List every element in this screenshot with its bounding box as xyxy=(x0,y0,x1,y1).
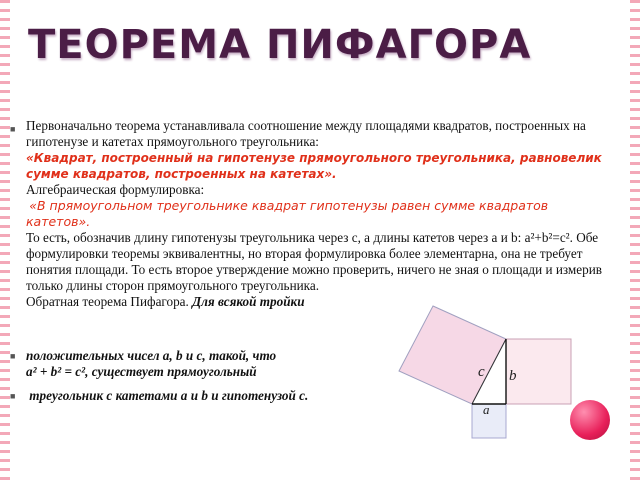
converse-label: Обратная теорема Пифагора. xyxy=(26,294,189,309)
bullet-icon: ■ xyxy=(10,391,16,401)
label-c: c xyxy=(478,364,485,380)
slide-title: ТЕОРЕМА ПИФАГОРА xyxy=(28,22,532,68)
explanation-text: То есть, обозначив длину гипотенузы треугольника через c, а длины катетов через a и b: a²+b²=c². Обе формулировки теоремы эквивалентны, но вторая формулировка более элементарна, она не требует понятия площади. То есть второе утверждение можно проверить, ничего не зная о площади и измерив только длины сторон прямоугольного треугольника. xyxy=(26,230,602,293)
converse-part2: положительных чисел a, b и c, такой, что xyxy=(26,348,277,363)
converse-part4: треугольник с катетами a и b и гипотенузой c. xyxy=(29,388,309,403)
geometric-statement: «Квадрат, построенный на гипотенузе прямоугольного треугольника, равновелик сумме квадратов, построенных на катетах». xyxy=(26,151,602,181)
bullet-icon: ■ xyxy=(10,351,16,361)
hypotenuse-square xyxy=(399,306,506,404)
bullet-icon: ■ xyxy=(10,124,16,134)
converse-part1: Для всякой тройки xyxy=(192,294,305,309)
label-b: b xyxy=(509,368,517,384)
intro-text: Первоначально теорема устанавливала соотношение между площадями квадратов, построенных на гипотенузе и катетах прямоугольного треугольника: xyxy=(26,118,586,149)
algebraic-label: Алгебраическая формулировка: xyxy=(26,182,205,197)
algebraic-statement: «В прямоугольном треугольнике квадрат гипотенузы равен сумме квадратов катетов». xyxy=(26,198,549,229)
label-a: a xyxy=(483,402,490,417)
decorative-circle xyxy=(570,400,610,440)
converse-part3: a² + b² = c², существует прямоугольный xyxy=(26,364,257,379)
